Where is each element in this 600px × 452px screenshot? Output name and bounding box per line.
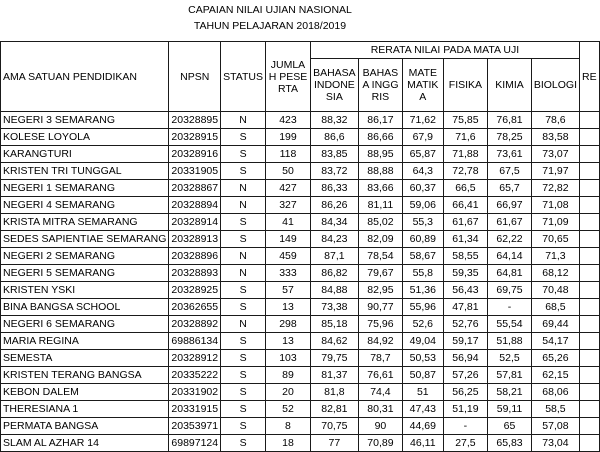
col-header-status[interactable]: STATUS	[221, 42, 266, 112]
cell-matematika[interactable]: 44,69	[402, 418, 443, 435]
cell-kimia[interactable]: 69,75	[488, 282, 532, 299]
cell-inggris[interactable]: 84,92	[358, 333, 402, 350]
cell-inggris[interactable]: 86,66	[358, 129, 402, 146]
cell-name[interactable]: SLAM AL AZHAR 14	[1, 435, 169, 452]
cell-partial[interactable]	[580, 333, 600, 350]
table-row	[1, 401, 600, 418]
score-table	[0, 41, 600, 452]
col-header-biologi[interactable]: BIOLOGI	[531, 59, 579, 112]
cell-inggris[interactable]: 82,09	[358, 231, 402, 248]
cell-kimia[interactable]: 65,7	[488, 180, 532, 197]
cell-matematika[interactable]: 71,62	[402, 112, 443, 129]
cell-fisika[interactable]: 27,5	[443, 435, 488, 452]
cell-kimia[interactable]: 51,88	[488, 333, 532, 350]
cell-partial[interactable]	[580, 129, 600, 146]
cell-biologi[interactable]: 78,6	[531, 112, 579, 129]
col-header-kimia[interactable]: KIMIA	[488, 59, 532, 112]
cell-partial[interactable]	[580, 231, 600, 248]
cell-name[interactable]: NEGERI 1 SEMARANG	[1, 180, 169, 197]
cell-name[interactable]: KRISTEN YSKI	[1, 282, 169, 299]
table-row	[1, 418, 600, 435]
cell-npsn[interactable]: 20328912	[169, 350, 221, 367]
cell-biologi[interactable]: 54,17	[531, 333, 579, 350]
cell-npsn[interactable]: 20328893	[169, 265, 221, 282]
cell-inggris[interactable]: 90	[358, 418, 402, 435]
cell-npsn[interactable]: 20328892	[169, 316, 221, 333]
cell-fisika[interactable]: 72,78	[443, 163, 488, 180]
cell-inggris[interactable]: 90,77	[358, 299, 402, 316]
cell-biologi[interactable]: 68,5	[531, 299, 579, 316]
cell-name[interactable]: PERMATA BANGSA	[1, 418, 169, 435]
cell-kimia[interactable]: 58,21	[488, 384, 532, 401]
cell-peserta[interactable]: 118	[266, 146, 311, 163]
cell-status[interactable]: N	[221, 248, 266, 265]
cell-peserta[interactable]: 41	[266, 214, 311, 231]
cell-partial[interactable]	[580, 180, 600, 197]
cell-kimia[interactable]: 57,81	[488, 367, 532, 384]
cell-biologi[interactable]: 70,65	[531, 231, 579, 248]
cell-matematika[interactable]: 55,8	[402, 265, 443, 282]
cell-kimia[interactable]: 52,5	[488, 350, 532, 367]
cell-fisika[interactable]: 56,43	[443, 282, 488, 299]
cell-status[interactable]: S	[221, 401, 266, 418]
cell-partial[interactable]	[580, 299, 600, 316]
cell-fisika[interactable]: 47,81	[443, 299, 488, 316]
cell-status[interactable]: S	[221, 384, 266, 401]
cell-npsn[interactable]: 20335222	[169, 367, 221, 384]
cell-kimia[interactable]: 76,81	[488, 112, 532, 129]
cell-fisika[interactable]: 71,88	[443, 146, 488, 163]
table-row	[1, 214, 600, 231]
col-header-partial[interactable]: RE	[580, 42, 600, 112]
cell-biologi[interactable]: 73,04	[531, 435, 579, 452]
cell-status[interactable]: S	[221, 350, 266, 367]
cell-peserta[interactable]: 149	[266, 231, 311, 248]
cell-indonesia[interactable]: 86,82	[310, 265, 358, 282]
cell-fisika[interactable]: 58,55	[443, 248, 488, 265]
cell-biologi[interactable]: 71,97	[531, 163, 579, 180]
cell-partial[interactable]	[580, 435, 600, 452]
sheet-subtitle: TAHUN PELAJARAN 2018/2019	[193, 20, 347, 32]
table-row	[1, 367, 600, 384]
cell-kimia[interactable]: 65,83	[488, 435, 532, 452]
cell-name[interactable]: KEBON DALEM	[1, 384, 169, 401]
cell-name[interactable]: SEMESTA	[1, 350, 169, 367]
cell-peserta[interactable]: 89	[266, 367, 311, 384]
cell-npsn[interactable]: 20328915	[169, 129, 221, 146]
cell-status[interactable]: N	[221, 316, 266, 333]
cell-kimia[interactable]: 62,22	[488, 231, 532, 248]
cell-indonesia[interactable]: 87,1	[310, 248, 358, 265]
cell-npsn[interactable]: 20328914	[169, 214, 221, 231]
cell-fisika[interactable]: 57,26	[443, 367, 488, 384]
cell-kimia[interactable]: 67,5	[488, 163, 532, 180]
cell-matematika[interactable]: 46,11	[402, 435, 443, 452]
cell-npsn[interactable]: 20331905	[169, 163, 221, 180]
cell-peserta[interactable]: 459	[266, 248, 311, 265]
cell-status[interactable]: S	[221, 163, 266, 180]
cell-indonesia[interactable]: 85,18	[310, 316, 358, 333]
cell-partial[interactable]	[580, 197, 600, 214]
cell-peserta[interactable]: 20	[266, 384, 311, 401]
cell-biologi[interactable]: 71,09	[531, 214, 579, 231]
cell-status[interactable]: N	[221, 197, 266, 214]
cell-inggris[interactable]: 83,66	[358, 180, 402, 197]
cell-matematika[interactable]: 55,96	[402, 299, 443, 316]
cell-partial[interactable]	[580, 401, 600, 418]
col-header-fisika[interactable]: FISIKA	[443, 59, 488, 112]
cell-partial[interactable]	[580, 282, 600, 299]
cell-peserta[interactable]: 298	[266, 316, 311, 333]
cell-peserta[interactable]: 199	[266, 129, 311, 146]
cell-inggris[interactable]: 86,17	[358, 112, 402, 129]
cell-npsn[interactable]: 20328925	[169, 282, 221, 299]
cell-npsn[interactable]: 20328867	[169, 180, 221, 197]
col-header-name[interactable]: AMA SATUAN PENDIDIKAN	[1, 42, 169, 112]
cell-biologi[interactable]: 71,3	[531, 248, 579, 265]
cell-peserta[interactable]: 8	[266, 418, 311, 435]
cell-biologi[interactable]: 73,07	[531, 146, 579, 163]
cell-kimia[interactable]: 55,54	[488, 316, 532, 333]
cell-status[interactable]: N	[221, 265, 266, 282]
cell-indonesia[interactable]: 84,62	[310, 333, 358, 350]
cell-matematika[interactable]: 64,3	[402, 163, 443, 180]
cell-indonesia[interactable]: 81,37	[310, 367, 358, 384]
cell-npsn[interactable]: 20328896	[169, 248, 221, 265]
cell-biologi[interactable]: 58,5	[531, 401, 579, 418]
cell-fisika[interactable]: 75,85	[443, 112, 488, 129]
cell-matematika[interactable]: 50,87	[402, 367, 443, 384]
cell-fisika[interactable]: -	[443, 418, 488, 435]
cell-name[interactable]: KRISTEN TERANG BANGSA	[1, 367, 169, 384]
cell-matematika[interactable]: 49,04	[402, 333, 443, 350]
cell-matematika[interactable]: 59,06	[402, 197, 443, 214]
cell-name[interactable]: MARIA REGINA	[1, 333, 169, 350]
cell-peserta[interactable]: 57	[266, 282, 311, 299]
cell-indonesia[interactable]: 83,85	[310, 146, 358, 163]
cell-fisika[interactable]: 59,17	[443, 333, 488, 350]
cell-status[interactable]: S	[221, 299, 266, 316]
cell-partial[interactable]	[580, 214, 600, 231]
cell-peserta[interactable]: 18	[266, 435, 311, 452]
cell-indonesia[interactable]: 86,26	[310, 197, 358, 214]
group-header-rerata[interactable]: RERATA NILAI PADA MATA UJI	[310, 42, 579, 59]
cell-name[interactable]: SEDES SAPIENTIAE SEMARANG	[1, 231, 169, 248]
cell-partial[interactable]	[580, 265, 600, 282]
cell-npsn[interactable]: 20328916	[169, 146, 221, 163]
cell-fisika[interactable]: 61,34	[443, 231, 488, 248]
cell-partial[interactable]	[580, 350, 600, 367]
table-body	[1, 112, 600, 452]
cell-inggris[interactable]: 74,4	[358, 384, 402, 401]
table-row	[1, 231, 600, 248]
cell-partial[interactable]	[580, 146, 600, 163]
cell-matematika[interactable]: 60,37	[402, 180, 443, 197]
cell-matematika[interactable]: 67,9	[402, 129, 443, 146]
cell-inggris[interactable]: 70,89	[358, 435, 402, 452]
cell-fisika[interactable]: 66,41	[443, 197, 488, 214]
cell-biologi[interactable]: 72,82	[531, 180, 579, 197]
cell-indonesia[interactable]: 86,6	[310, 129, 358, 146]
cell-inggris[interactable]: 76,61	[358, 367, 402, 384]
cell-peserta[interactable]: 327	[266, 197, 311, 214]
cell-indonesia[interactable]: 77	[310, 435, 358, 452]
cell-name[interactable]: KRISTEN TRI TUNGGAL	[1, 163, 169, 180]
cell-indonesia[interactable]: 84,23	[310, 231, 358, 248]
cell-inggris[interactable]: 78,54	[358, 248, 402, 265]
cell-biologi[interactable]: 83,58	[531, 129, 579, 146]
cell-kimia[interactable]: 65	[488, 418, 532, 435]
cell-name[interactable]: NEGERI 5 SEMARANG	[1, 265, 169, 282]
cell-status[interactable]: S	[221, 418, 266, 435]
cell-npsn[interactable]: 20353971	[169, 418, 221, 435]
cell-inggris[interactable]: 81,11	[358, 197, 402, 214]
cell-matematika[interactable]: 55,3	[402, 214, 443, 231]
cell-name[interactable]: BINA BANGSA SCHOOL	[1, 299, 169, 316]
cell-matematika[interactable]: 58,67	[402, 248, 443, 265]
cell-indonesia[interactable]: 84,88	[310, 282, 358, 299]
cell-matematika[interactable]: 50,53	[402, 350, 443, 367]
cell-biologi[interactable]: 68,06	[531, 384, 579, 401]
cell-biologi[interactable]: 65,26	[531, 350, 579, 367]
cell-partial[interactable]	[580, 418, 600, 435]
cell-status[interactable]: S	[221, 129, 266, 146]
cell-peserta[interactable]: 333	[266, 265, 311, 282]
cell-status[interactable]: S	[221, 435, 266, 452]
cell-partial[interactable]	[580, 316, 600, 333]
table-row	[1, 384, 600, 401]
table-row	[1, 435, 600, 452]
cell-npsn[interactable]: 20331902	[169, 384, 221, 401]
cell-inggris[interactable]: 88,88	[358, 163, 402, 180]
cell-partial[interactable]	[580, 248, 600, 265]
cell-indonesia[interactable]: 83,72	[310, 163, 358, 180]
table-row	[1, 146, 600, 163]
table-row	[1, 299, 600, 316]
cell-partial[interactable]	[580, 163, 600, 180]
cell-inggris[interactable]: 79,67	[358, 265, 402, 282]
cell-npsn[interactable]: 20328913	[169, 231, 221, 248]
cell-status[interactable]: S	[221, 282, 266, 299]
cell-inggris[interactable]: 80,31	[358, 401, 402, 418]
cell-biologi[interactable]: 57,08	[531, 418, 579, 435]
cell-npsn[interactable]: 20328894	[169, 197, 221, 214]
cell-matematika[interactable]: 65,87	[402, 146, 443, 163]
cell-fisika[interactable]: 66,5	[443, 180, 488, 197]
cell-peserta[interactable]: 13	[266, 333, 311, 350]
cell-peserta[interactable]: 50	[266, 163, 311, 180]
cell-fisika[interactable]: 71,6	[443, 129, 488, 146]
col-header-inggris[interactable]: BAHASA INGGRIS	[358, 59, 402, 112]
cell-kimia[interactable]: 59,11	[488, 401, 532, 418]
cell-kimia[interactable]: 64,81	[488, 265, 532, 282]
cell-status[interactable]: N	[221, 112, 266, 129]
cell-matematika[interactable]: 51	[402, 384, 443, 401]
cell-indonesia[interactable]: 84,34	[310, 214, 358, 231]
cell-name[interactable]: KRISTA MITRA SEMARANG	[1, 214, 169, 231]
cell-npsn[interactable]: 69886134	[169, 333, 221, 350]
cell-peserta[interactable]: 52	[266, 401, 311, 418]
cell-fisika[interactable]: 56,25	[443, 384, 488, 401]
cell-npsn[interactable]: 20362655	[169, 299, 221, 316]
cell-status[interactable]: S	[221, 333, 266, 350]
table-row	[1, 112, 600, 129]
table-row	[1, 282, 600, 299]
cell-indonesia[interactable]: 86,33	[310, 180, 358, 197]
table-row	[1, 163, 600, 180]
cell-status[interactable]: S	[221, 214, 266, 231]
cell-kimia[interactable]: 66,97	[488, 197, 532, 214]
cell-name[interactable]: NEGERI 4 SEMARANG	[1, 197, 169, 214]
cell-fisika[interactable]: 61,67	[443, 214, 488, 231]
cell-matematika[interactable]: 51,36	[402, 282, 443, 299]
cell-inggris[interactable]: 88,95	[358, 146, 402, 163]
col-header-matematika[interactable]: MATEMATIKA	[402, 59, 443, 112]
cell-peserta[interactable]: 103	[266, 350, 311, 367]
cell-name[interactable]: THERESIANA 1	[1, 401, 169, 418]
cell-status[interactable]: S	[221, 231, 266, 248]
cell-matematika[interactable]: 60,89	[402, 231, 443, 248]
cell-fisika[interactable]: 59,35	[443, 265, 488, 282]
col-header-indonesia[interactable]: BAHASA INDONESIA	[310, 59, 358, 112]
table-row	[1, 129, 600, 146]
cell-biologi[interactable]: 62,15	[531, 367, 579, 384]
cell-npsn[interactable]: 20331915	[169, 401, 221, 418]
cell-inggris[interactable]: 85,02	[358, 214, 402, 231]
cell-npsn[interactable]: 69897124	[169, 435, 221, 452]
cell-status[interactable]: S	[221, 146, 266, 163]
cell-biologi[interactable]: 68,12	[531, 265, 579, 282]
cell-status[interactable]: N	[221, 180, 266, 197]
cell-peserta[interactable]: 13	[266, 299, 311, 316]
cell-biologi[interactable]: 69,44	[531, 316, 579, 333]
cell-indonesia[interactable]: 73,38	[310, 299, 358, 316]
cell-name[interactable]: KARANGTURI	[1, 146, 169, 163]
cell-fisika[interactable]: 51,19	[443, 401, 488, 418]
cell-inggris[interactable]: 75,96	[358, 316, 402, 333]
cell-matematika[interactable]: 52,6	[402, 316, 443, 333]
table-row	[1, 197, 600, 214]
cell-partial[interactable]	[580, 384, 600, 401]
table-row	[1, 265, 600, 282]
cell-indonesia[interactable]: 81,8	[310, 384, 358, 401]
cell-biologi[interactable]: 71,08	[531, 197, 579, 214]
table-row	[1, 248, 600, 265]
cell-kimia[interactable]: 61,67	[488, 214, 532, 231]
cell-name[interactable]: NEGERI 2 SEMARANG	[1, 248, 169, 265]
cell-inggris[interactable]: 82,95	[358, 282, 402, 299]
cell-biologi[interactable]: 70,48	[531, 282, 579, 299]
table-row	[1, 180, 600, 197]
table-row	[1, 316, 600, 333]
cell-peserta[interactable]: 423	[266, 112, 311, 129]
col-header-peserta[interactable]: JUMLAH PESERTA	[266, 42, 311, 112]
cell-peserta[interactable]: 427	[266, 180, 311, 197]
cell-name[interactable]: NEGERI 3 SEMARANG	[1, 112, 169, 129]
cell-name[interactable]: NEGERI 6 SEMARANG	[1, 316, 169, 333]
cell-fisika[interactable]: 56,94	[443, 350, 488, 367]
table-row	[1, 350, 600, 367]
cell-indonesia[interactable]: 88,32	[310, 112, 358, 129]
cell-fisika[interactable]: 52,76	[443, 316, 488, 333]
cell-inggris[interactable]: 78,7	[358, 350, 402, 367]
table-row	[1, 333, 600, 350]
cell-kimia[interactable]: 64,14	[488, 248, 532, 265]
cell-kimia[interactable]: -	[488, 299, 532, 316]
cell-partial[interactable]	[580, 367, 600, 384]
cell-status[interactable]: S	[221, 367, 266, 384]
sheet-title: CAPAIAN NILAI UJIAN NASIONAL	[188, 4, 352, 16]
cell-npsn[interactable]: 20328895	[169, 112, 221, 129]
cell-partial[interactable]	[580, 112, 600, 129]
cell-indonesia[interactable]: 79,75	[310, 350, 358, 367]
cell-matematika[interactable]: 47,43	[402, 401, 443, 418]
cell-indonesia[interactable]: 70,75	[310, 418, 358, 435]
cell-kimia[interactable]: 73,61	[488, 146, 532, 163]
col-header-npsn[interactable]: NPSN	[169, 42, 221, 112]
cell-kimia[interactable]: 78,25	[488, 129, 532, 146]
cell-name[interactable]: KOLESE LOYOLA	[1, 129, 169, 146]
cell-indonesia[interactable]: 82,81	[310, 401, 358, 418]
